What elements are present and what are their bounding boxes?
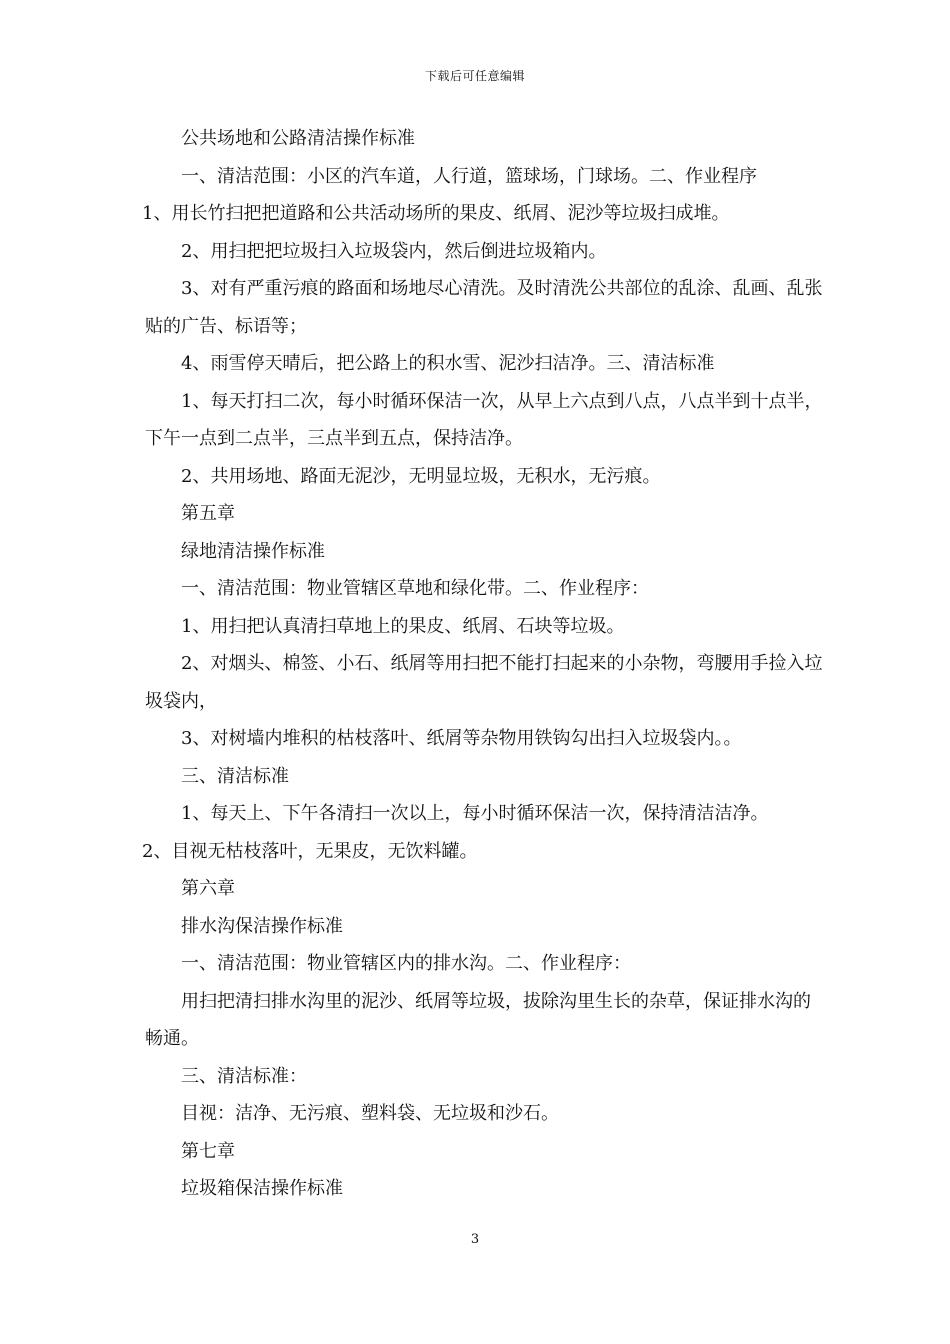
chapter-heading: 第五章 xyxy=(181,503,235,524)
paragraph: 一、清洁范围：小区的汽车道，人行道，篮球场，门球场。二、作业程序 xyxy=(181,165,757,187)
paragraph: 1、用长竹扫把把道路和公共活动场所的果皮、纸屑、泥沙等垃圾扫成堆。 xyxy=(142,203,730,224)
document-body xyxy=(142,120,825,1208)
paragraph: 4、雨雪停天晴后，把公路上的积水雪、泥沙扫洁净。三、清洁标准 xyxy=(181,353,715,374)
paragraph: 用扫把清扫排水沟里的泥沙、纸屑等垃圾，拔除沟里生长的杂草，保证排水沟的畅通。 xyxy=(145,990,811,1049)
paragraph: 2、用扫把把垃圾扫入垃圾袋内，然后倒进垃圾箱内。 xyxy=(181,240,607,262)
paragraph: 一、清洁范围：物业管辖区内的排水沟。二、作业程序： xyxy=(181,953,631,974)
paragraph: 2、对烟头、棉签、小石、纸屑等用扫把不能打扫起来的小杂物，弯腰用手捡入垃圾袋内， xyxy=(145,653,823,712)
paragraph: 2、共用场地、路面无泥沙，无明显垃圾，无积水，无污痕。 xyxy=(181,465,661,487)
paragraph: 三、清洁标准 xyxy=(181,765,289,787)
paragraph: 1、每天打扫二次，每小时循环保洁一次，从早上六点到八点，八点半到十点半，下午一点到二点半，三点半到五点，保持洁净。 xyxy=(145,390,823,449)
paragraph: 3、对树墙内堆积的枯枝落叶、纸屑等杂物用铁钩勾出扫入垃圾袋内。。 xyxy=(181,728,742,749)
section-title: 公共场地和公路清洁操作标准 xyxy=(181,128,415,149)
page-header: 下载后可任意编辑 xyxy=(424,69,525,83)
paragraph: 2、目视无枯枝落叶，无果皮，无饮料罐。 xyxy=(142,840,478,862)
paragraph: 1、用扫把认真清扫草地上的果皮、纸屑、石块等垃圾。 xyxy=(181,615,625,637)
paragraph: 3、对有严重污痕的路面和场地尽心清洗。及时清洗公共部位的乱涂、乱画、乱张贴的广告、标语等； xyxy=(145,278,823,337)
paragraph: 1、每天上、下午各清扫一次以上，每小时循环保洁一次，保持清洁洁净。 xyxy=(181,803,769,824)
section-title: 排水沟保洁操作标准 xyxy=(181,915,343,937)
page-number: 3 xyxy=(470,1232,480,1247)
section-title: 绿地清洁操作标准 xyxy=(181,540,325,562)
paragraph: 目视：洁净、无污痕、塑料袋、无垃圾和沙石。 xyxy=(181,1103,559,1124)
paragraph: 一、清洁范围：物业管辖区草地和绿化带。二、作业程序： xyxy=(181,578,649,599)
section-title: 垃圾箱保洁操作标准 xyxy=(181,1178,343,1199)
chapter-heading: 第六章 xyxy=(181,878,235,899)
chapter-heading: 第七章 xyxy=(181,1140,235,1162)
paragraph: 三、清洁标准： xyxy=(181,1065,307,1087)
